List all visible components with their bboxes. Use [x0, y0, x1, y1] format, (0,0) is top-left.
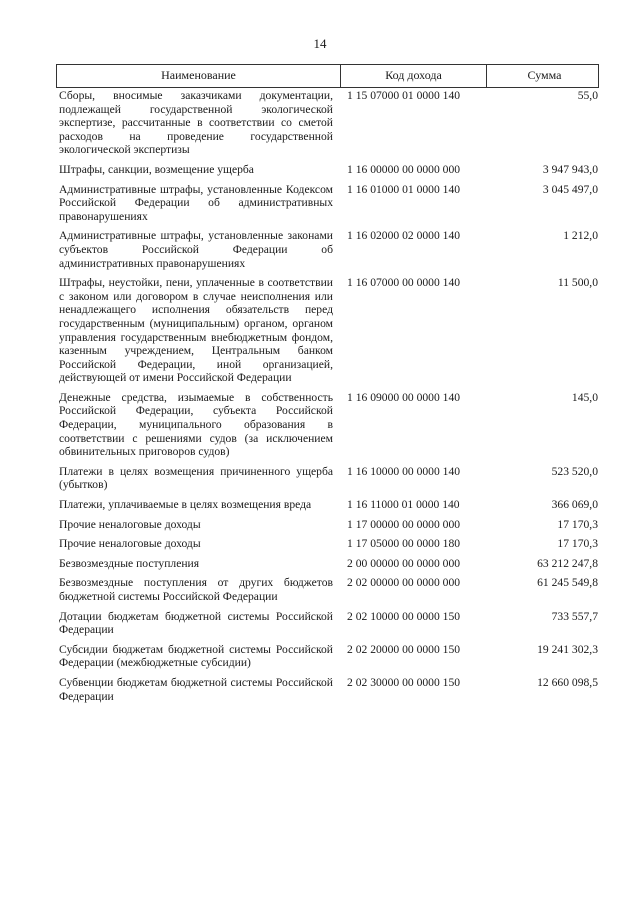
table-row	[56, 643, 599, 670]
row-name: Дотации бюджетам бюджетной системы Российской Федерации	[59, 609, 333, 637]
row-code: 1 16 10000 00 0000 140	[347, 464, 461, 478]
table-body	[56, 89, 599, 703]
table-header	[56, 64, 599, 88]
row-name: Штрафы, неустойки, пени, уплаченные в соответствии с законом или договором в случае неисполнения или ненадлежащего исполнения обязательств перед государственным (муниципальным) органом, органом управления государственным внебюджетным фондом, казенным учреждением, Центральным банком Российской Федерации, иной организацией, действующей от имени Российской Федерации	[59, 276, 333, 385]
row-sum: 61 245 549,8	[537, 576, 598, 590]
row-code: 1 17 00000 00 0000 000	[347, 517, 461, 531]
table-row	[56, 183, 599, 224]
row-name: Прочие неналоговые доходы	[59, 517, 201, 531]
row-code: 2 02 30000 00 0000 150	[347, 675, 461, 689]
table-row	[56, 89, 599, 157]
table-row	[56, 163, 599, 177]
row-name: Прочие неналоговые доходы	[59, 537, 201, 551]
table-row	[56, 465, 599, 492]
row-sum: 733 557,7	[551, 609, 598, 623]
row-name: Штрафы, санкции, возмещение ущерба	[59, 162, 254, 176]
row-code: 1 16 09000 00 0000 140	[347, 390, 461, 404]
row-sum: 523 520,0	[551, 464, 598, 478]
header-sum: Сумма	[486, 65, 602, 87]
row-sum: 12 660 098,5	[537, 675, 598, 689]
row-name: Административные штрафы, установленные Кодексом Российской Федерации об административных правонарушениях	[59, 182, 333, 223]
row-sum: 17 170,3	[557, 517, 598, 531]
row-sum: 55,0	[577, 89, 598, 102]
table-row	[56, 498, 599, 512]
table-row	[56, 276, 599, 385]
header-name: Наименование	[161, 68, 236, 83]
table-row	[56, 576, 599, 603]
row-code: 2 00 00000 00 0000 000	[347, 556, 461, 570]
table-row	[56, 229, 599, 270]
row-name: Платежи, уплачиваемые в целях возмещения вреда	[59, 498, 312, 512]
row-sum: 1 212,0	[563, 229, 598, 243]
row-name: Административные штрафы, установленные законами субъектов Российской Федерации об административных правонарушениях	[59, 229, 333, 270]
row-sum: 11 500,0	[557, 276, 598, 290]
row-sum: 145,0	[571, 390, 598, 404]
row-code: 1 16 00000 00 0000 000	[347, 162, 461, 176]
row-name: Субвенции бюджетам бюджетной системы Российской Федерации	[59, 675, 333, 703]
header-code: Код дохода	[340, 65, 486, 87]
row-code: 1 16 11000 01 0000 140	[347, 498, 460, 512]
row-sum: 3 947 943,0	[542, 162, 598, 176]
row-code: 1 16 07000 00 0000 140	[347, 276, 461, 290]
row-name: Субсидии бюджетам бюджетной системы Российской Федерации (межбюджетные субсидии)	[59, 642, 333, 670]
row-code: 1 16 01000 01 0000 140	[347, 182, 461, 196]
row-sum: 19 241 302,3	[537, 642, 598, 656]
row-code: 2 02 20000 00 0000 150	[347, 642, 461, 656]
row-name: Платежи в целях возмещения причиненного ущерба (убытков)	[59, 464, 333, 492]
table-row	[56, 518, 599, 532]
table-row	[56, 391, 599, 459]
row-sum: 366 069,0	[551, 498, 598, 512]
row-code: 1 16 02000 02 0000 140	[347, 229, 461, 243]
table-row	[56, 537, 599, 551]
row-name: Сборы, вносимые заказчиками документации, подлежащей государственной экологической экспертизе, рассчитанные в соответствии со сметой расходов на проведение государственной экологической экспертизы	[59, 89, 333, 157]
revenue-table	[56, 64, 599, 709]
table-row	[56, 610, 599, 637]
page-number: 14	[313, 36, 327, 51]
row-code: 2 02 00000 00 0000 000	[347, 576, 461, 590]
row-sum: 3 045 497,0	[542, 182, 598, 196]
table-row	[56, 676, 599, 703]
table-row	[56, 557, 599, 571]
row-name: Безвозмездные поступления от других бюджетов бюджетной системы Российской Федерации	[59, 576, 333, 603]
row-sum: 17 170,3	[557, 537, 598, 551]
row-code: 1 17 05000 00 0000 180	[347, 537, 461, 551]
row-name: Безвозмездные поступления	[59, 556, 200, 570]
row-code: 2 02 10000 00 0000 150	[347, 609, 461, 623]
row-code: 1 15 07000 01 0000 140	[347, 89, 461, 102]
row-sum: 63 212 247,8	[537, 556, 598, 570]
row-name: Денежные средства, изымаемые в собственность Российской Федерации, субъекта Российской Федерации, муниципального образования в соответствии с решениями судов (за исключением обвинительных приговоров судов)	[59, 390, 333, 459]
